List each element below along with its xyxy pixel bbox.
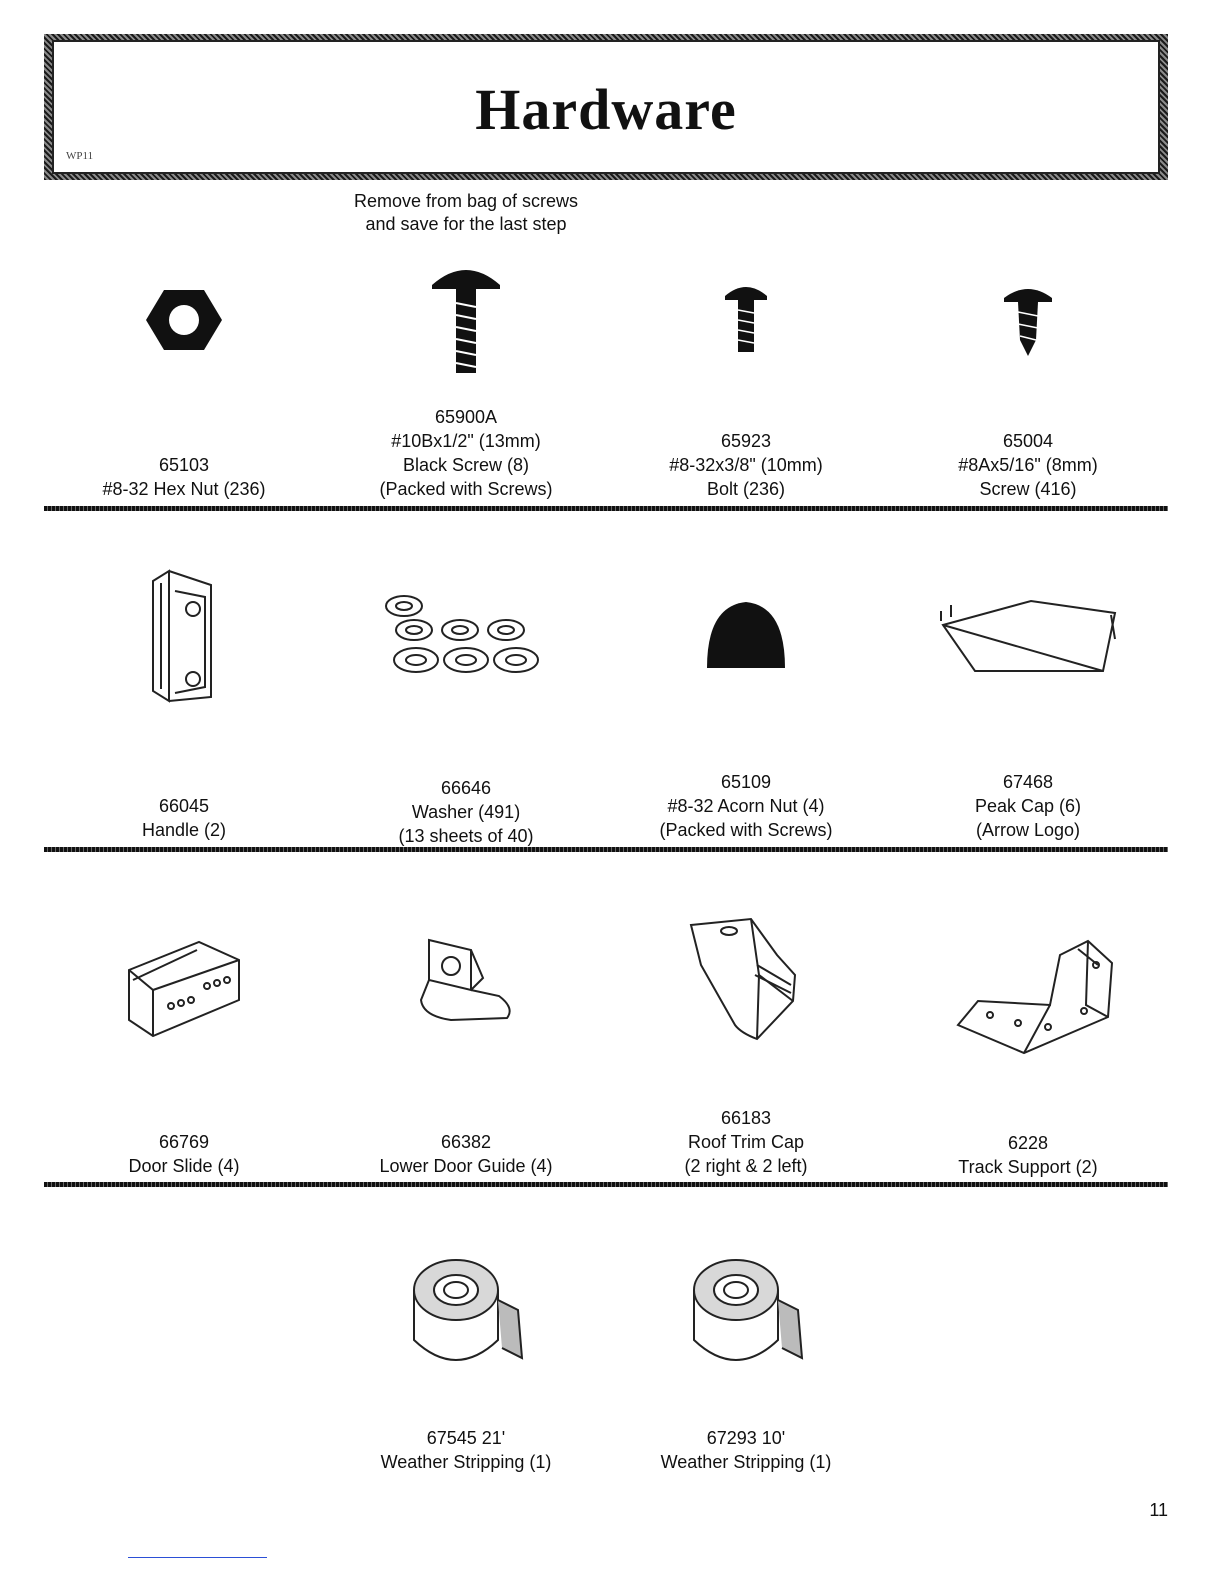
- part-description: Weather Stripping (1): [660, 1452, 832, 1472]
- part-number: 66183: [720, 1108, 772, 1128]
- track-support-icon: [888, 900, 1168, 1060]
- part-number: 65004: [1002, 431, 1054, 451]
- row-divider: [44, 1182, 1168, 1187]
- footer-link-underline[interactable]: [128, 1557, 267, 1558]
- bolt-icon: [606, 240, 886, 400]
- part-number: 66769: [158, 1132, 210, 1152]
- page-title: Hardware: [475, 77, 737, 142]
- part-number: 65109: [720, 772, 772, 792]
- door-slide-icon: [44, 900, 324, 1060]
- title-banner: [44, 34, 1168, 180]
- document-code: WP11: [66, 150, 94, 162]
- part-note: (13 sheets of 40): [398, 826, 534, 846]
- part-note: (Packed with Screws): [379, 479, 553, 499]
- part-description: Screw (416): [979, 479, 1077, 499]
- black-screw-icon: [326, 240, 606, 400]
- part-number: 66382: [440, 1132, 492, 1152]
- instruction-line-2: and save for the last step: [365, 214, 567, 234]
- weather-stripping-roll-icon: [326, 1230, 606, 1390]
- part-number: 66646: [440, 778, 492, 798]
- part-number: 6228: [1007, 1133, 1049, 1153]
- part-description: Door Slide (4): [128, 1156, 240, 1176]
- title-banner-inner: [52, 40, 1160, 174]
- acorn-nut-icon: [606, 556, 886, 716]
- page-number: 11: [1149, 1500, 1168, 1520]
- part-size: #8Ax5/16" (8mm): [958, 455, 1098, 475]
- part-description: #8-32 Hex Nut (236): [102, 479, 266, 499]
- part-number: 67293 10': [706, 1428, 786, 1448]
- part-note: (Packed with Screws): [659, 820, 833, 840]
- hex-nut-icon: [44, 240, 324, 400]
- row-divider: [44, 506, 1168, 511]
- instruction-note: [300, 190, 632, 236]
- part-description: Peak Cap (6): [974, 796, 1082, 816]
- screw-icon: [888, 240, 1168, 400]
- weather-stripping-roll-icon: [606, 1230, 886, 1390]
- part-description: Track Support (2): [958, 1157, 1098, 1177]
- part-number: 65900A: [434, 407, 498, 427]
- part-number: 67545 21': [426, 1428, 506, 1448]
- part-description: Washer (491): [411, 802, 521, 822]
- part-description: Black Screw (8): [402, 455, 530, 475]
- row-divider: [44, 847, 1168, 852]
- lower-door-guide-icon: [326, 900, 606, 1060]
- part-description: Handle (2): [141, 820, 227, 840]
- part-size: #10Bx1/2" (13mm): [391, 431, 541, 451]
- washer-sheet-icon: [326, 556, 606, 716]
- part-note: (2 right & 2 left): [684, 1156, 808, 1176]
- part-size: #8-32x3/8" (10mm): [669, 455, 823, 475]
- part-description: Roof Trim Cap: [687, 1132, 805, 1152]
- part-description: Weather Stripping (1): [380, 1452, 552, 1472]
- part-description: #8-32 Acorn Nut (4): [667, 796, 825, 816]
- part-note: (Arrow Logo): [975, 820, 1081, 840]
- instruction-line-1: Remove from bag of screws: [353, 191, 579, 211]
- part-number: 67468: [1002, 772, 1054, 792]
- roof-trim-cap-icon: [606, 900, 886, 1060]
- part-description: Lower Door Guide (4): [379, 1156, 553, 1176]
- part-number: 65923: [720, 431, 772, 451]
- part-description: Bolt (236): [706, 479, 786, 499]
- handle-icon: [44, 556, 324, 716]
- peak-cap-icon: [888, 556, 1168, 716]
- part-number: 66045: [158, 796, 210, 816]
- part-number: 65103: [158, 455, 210, 475]
